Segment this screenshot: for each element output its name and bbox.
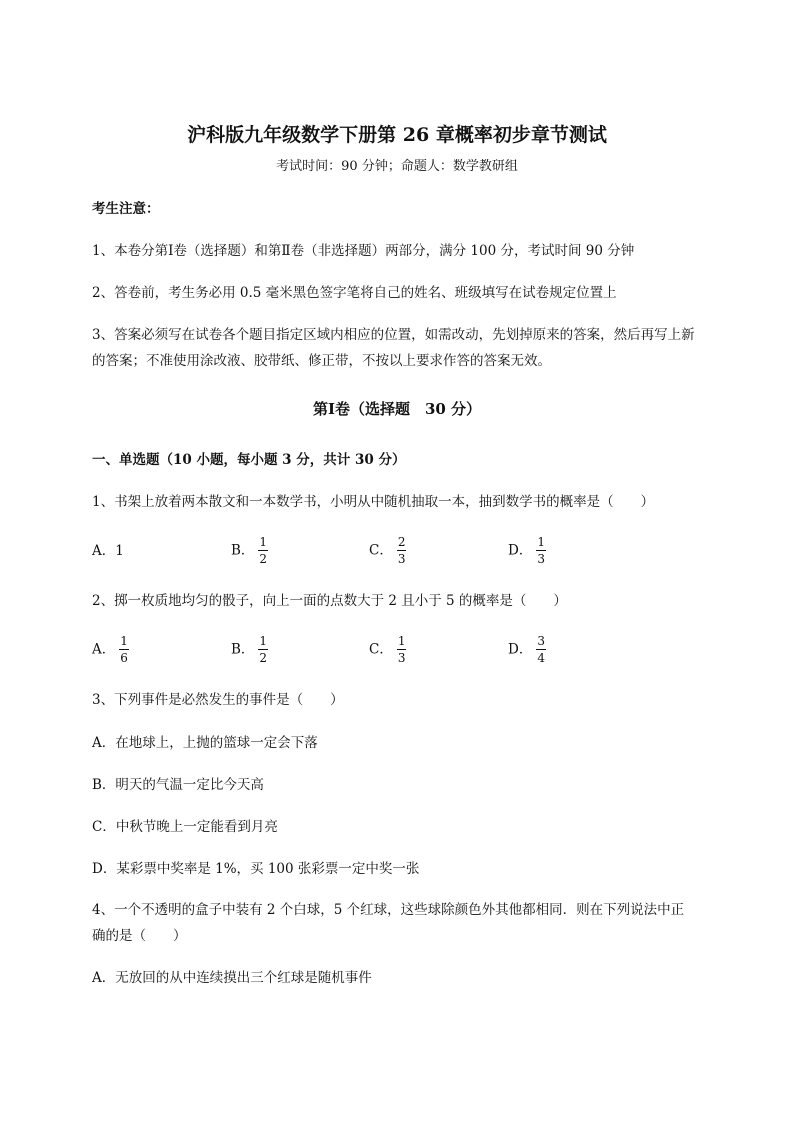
fraction xyxy=(119,634,129,665)
fraction-denominator: 2 xyxy=(259,651,268,665)
option-label: C． xyxy=(369,641,393,658)
fraction-bar xyxy=(536,649,546,650)
notice-item-1: 1、本卷分第Ⅰ卷（选择题）和第Ⅱ卷（非选择题）两部分，满分 100 分，考试时间 90 分钟 xyxy=(92,243,635,259)
fraction xyxy=(536,535,546,566)
exam-info: 考试时间：90 分钟；命题人：数学教研组 xyxy=(276,159,518,174)
notice-item-3-line-2: 的答案；不准使用涂改液、胶带纸、修正带，不按以上要求作答的答案无效。 xyxy=(92,353,551,369)
fraction xyxy=(536,634,546,665)
fraction-denominator: 6 xyxy=(120,651,128,665)
question-3-option-d: D．某彩票中奖率是 1%，买 100 张彩票一定中奖一张 xyxy=(92,861,420,877)
question-1-stem: 1、书架上放着两本散文和一本数学书，小明从中随机抽取一本，抽到数学书的概率是（ ） xyxy=(92,494,655,510)
part-heading: 一、单选题（10 小题，每小题 3 分，共计 30 分） xyxy=(92,452,406,468)
option-label: A． xyxy=(92,641,116,658)
page-title: 沪科版九年级数学下册第 26 章概率初步章节测试 xyxy=(187,124,607,146)
fraction-bar xyxy=(258,649,268,650)
question-1-option-b xyxy=(231,535,268,566)
question-2-stem: 2、掷一枚质地均匀的骰子，向上一面的点数大于 2 且小于 5 的概率是（ ） xyxy=(92,593,567,609)
notice-item-2: 2、答卷前，考生务必用 0.5 毫米黑色签字笔将自己的姓名、班级填写在试卷规定位置上 xyxy=(92,285,617,301)
fraction-numerator: 1 xyxy=(259,634,268,648)
question-2-option-b xyxy=(231,634,268,665)
fraction-numerator: 2 xyxy=(397,535,406,549)
fraction xyxy=(258,535,268,566)
question-4-stem-line-1: 4、一个不透明的盒子中装有 2 个白球，5 个红球，这些球除颜色外其他都相同．则在下列说法中正 xyxy=(92,902,685,918)
question-1-option-c xyxy=(369,535,406,566)
question-3-stem: 3、下列事件是必然发生的事件是（ ） xyxy=(92,692,344,708)
notice-item-3-line-1: 3、答案必须写在试卷各个题目指定区域内相应的位置，如需改动，先划掉原来的答案，然后再写上新 xyxy=(92,327,695,343)
fraction-bar xyxy=(258,550,268,551)
question-2-option-a xyxy=(92,634,129,665)
option-label: B． xyxy=(231,641,255,658)
fraction xyxy=(258,634,268,665)
fraction-denominator: 3 xyxy=(397,552,406,566)
fraction-numerator: 1 xyxy=(120,634,128,648)
question-3-option-b: B．明天的气温一定比今天高 xyxy=(92,777,264,793)
fraction-bar xyxy=(536,550,546,551)
fraction-numerator: 1 xyxy=(259,535,268,549)
question-1-option-d xyxy=(508,535,546,566)
option-label: C． xyxy=(369,542,393,559)
question-2-option-d xyxy=(508,634,546,665)
fraction-bar xyxy=(397,649,407,650)
question-2-option-c xyxy=(369,634,406,665)
fraction-denominator: 3 xyxy=(537,552,545,566)
fraction xyxy=(397,535,407,566)
question-4-option-a: A．无放回的从中连续摸出三个红球是随机事件 xyxy=(92,970,372,986)
fraction-denominator: 2 xyxy=(259,552,268,566)
notice-heading: 考生注意： xyxy=(92,201,160,217)
option-label: D． xyxy=(508,542,533,559)
fraction-bar xyxy=(397,550,407,551)
question-1-option-a: A．1 xyxy=(92,543,124,559)
question-3-option-c: C．中秋节晚上一定能看到月亮 xyxy=(92,819,278,835)
fraction xyxy=(397,634,407,665)
section-title: 第Ⅰ卷（选择题 30 分） xyxy=(312,400,482,418)
question-4-stem-line-2: 确的是（ ） xyxy=(92,928,187,944)
fraction-numerator: 1 xyxy=(397,634,406,648)
fraction-numerator: 1 xyxy=(537,535,545,549)
fraction-denominator: 4 xyxy=(537,651,545,665)
fraction-numerator: 3 xyxy=(537,634,545,648)
question-3-option-a: A．在地球上，上抛的篮球一定会下落 xyxy=(92,735,318,751)
option-label: D． xyxy=(508,641,533,658)
option-label: B． xyxy=(231,542,255,559)
fraction-denominator: 3 xyxy=(397,651,406,665)
fraction-bar xyxy=(119,649,129,650)
